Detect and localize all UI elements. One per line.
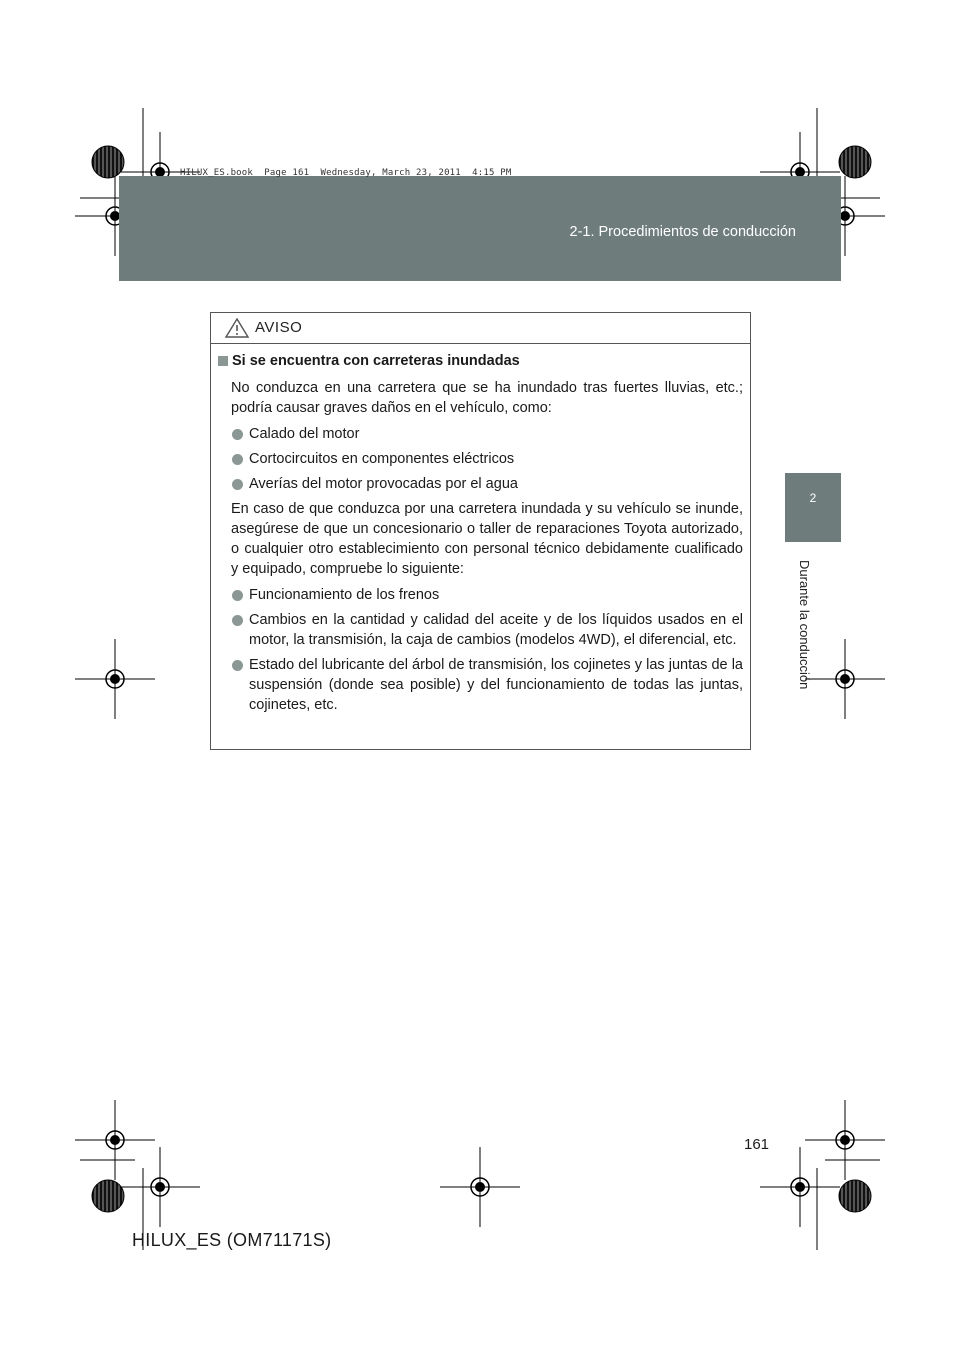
list-item: Estado del lubricante del árbol de transmisión, los cojinetes y las juntas de la suspensión (donde sea posible) y del funcionamiento de todas las juntas, cojinetes, etc. — [218, 655, 743, 715]
circle-bullet-icon — [232, 454, 243, 465]
list-item: Cambios en la cantidad y calidad del aceite y de los líquidos usados en el motor, la transmisión, la caja de cambios (modelos 4WD), el diferencial, etc. — [218, 610, 743, 650]
warning-body — [218, 351, 743, 720]
chapter-tab — [785, 473, 841, 542]
warning-label: AVISO — [255, 319, 303, 336]
circle-bullet-icon — [232, 590, 243, 601]
circle-bullet-icon — [232, 660, 243, 671]
book-stamp: HILUX_ES.book Page 161 Wednesday, March 23, 2011 4:15 PM — [180, 168, 512, 178]
warning-header — [211, 313, 750, 344]
page-number: 161 — [744, 1136, 770, 1153]
warning-triangle-icon — [225, 318, 249, 338]
flooded-paragraph: En caso de que conduzca por una carretera inundada y su vehículo se inunde, asegúrese de que un concesionario o taller de reparaciones Toyota autorizado, o cualquier otro establecimiento con personal técnico debidamente cualificado y equipado, compruebe lo siguiente: — [231, 501, 743, 577]
circle-bullet-icon — [232, 479, 243, 490]
circle-bullet-icon — [232, 429, 243, 440]
circle-bullet-icon — [232, 615, 243, 626]
list-item: Funcionamiento de los frenos — [218, 585, 743, 605]
list-item: Cortocircuitos en componentes eléctricos — [218, 449, 743, 469]
intro-paragraph: No conduzca en una carretera que se ha inundado tras fuertes lluvias, etc.; podría causar graves daños en el vehículo, como: — [231, 380, 743, 416]
warning-subheading: Si se encuentra con carreteras inundadas — [218, 351, 743, 371]
section-title: 2-1. Procedimientos de conducción — [569, 224, 796, 240]
chapter-title: Durante la conducción — [797, 560, 812, 690]
warning-box — [210, 312, 751, 750]
square-bullet-icon — [218, 356, 228, 366]
document-code: HILUX_ES (OM71171S) — [132, 1230, 332, 1250]
list-item: Calado del motor — [218, 424, 743, 444]
list-item: Averías del motor provocadas por el agua — [218, 474, 743, 494]
chapter-number: 2 — [809, 491, 817, 505]
